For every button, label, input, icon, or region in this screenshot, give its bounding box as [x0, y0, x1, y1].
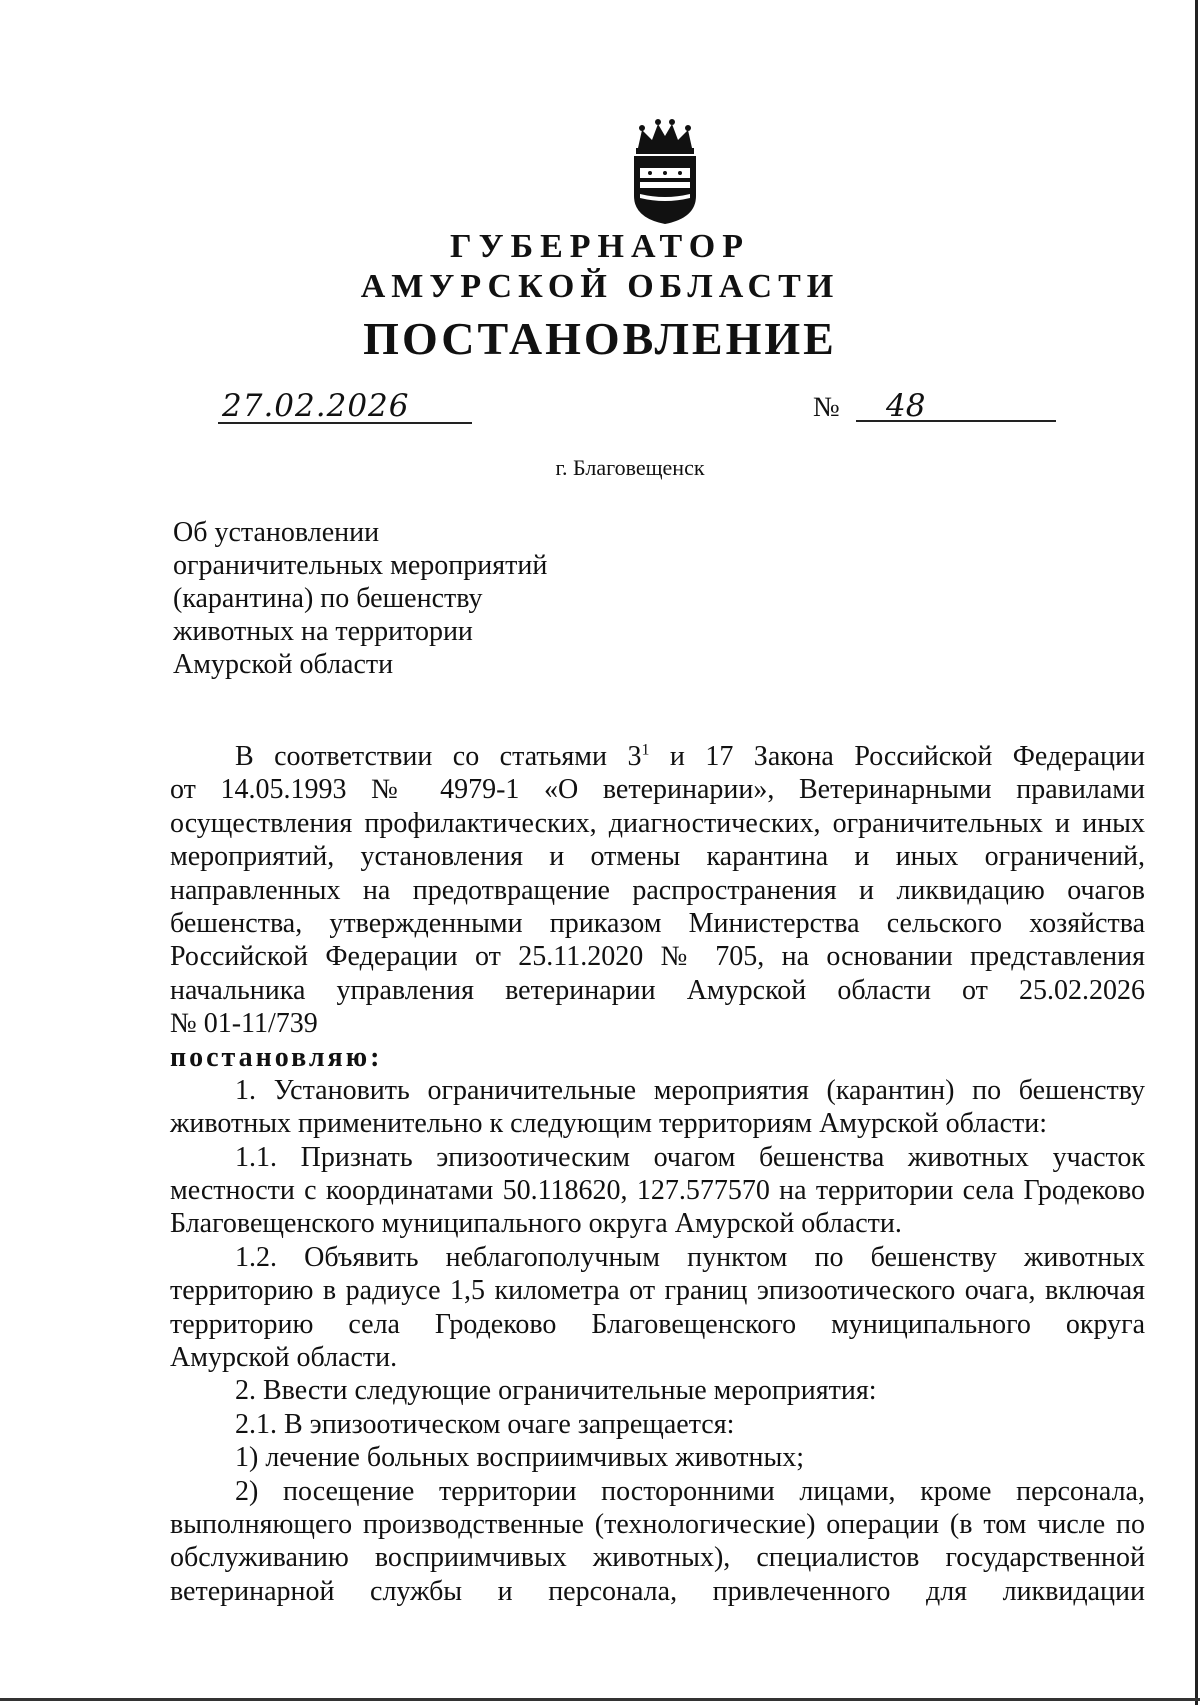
body-line: выполняющего производственные (технологические) операции (в том числе по [170, 1508, 1145, 1540]
body-line: Благовещенского муниципального округа Амурской области. [170, 1208, 902, 1240]
body-line: 1.1. Признать эпизоотическим очагом бешенства животных участок [235, 1141, 1145, 1173]
body-line: территорию села Гродеково Благовещенского муниципального округа [170, 1308, 1145, 1340]
superscript: 1 [641, 741, 650, 759]
document-number: 48 [856, 388, 1056, 422]
body-text: В соответствии со статьями 3 [235, 741, 642, 772]
body-line: 2) посещение территории посторонними лицами, кроме персонала, [235, 1475, 1145, 1507]
body-line: № 01-11/739 [170, 1008, 318, 1040]
body-line: 2.1. В эпизоотическом очаге запрещается: [235, 1408, 735, 1440]
body-line: ветеринарной службы и персонала, привлеченного для ликвидации [170, 1575, 1145, 1607]
body-line: мероприятий, установления и отмены карантина и иных ограничений, [170, 841, 1145, 873]
body-line: от 14.05.1993 № 4979-1 «О ветеринарии», Ветеринарными правилами [170, 774, 1145, 806]
coat-of-arms-icon [620, 118, 710, 226]
document-body [170, 740, 1145, 1608]
body-line: бешенства, утвержденными приказом Министерства сельского хозяйства [170, 907, 1145, 939]
document-type-title: ПОСТАНОВЛЕНИЕ [363, 313, 837, 364]
document-date: 27.02.2026 [218, 388, 472, 424]
body-line: направленных на предотвращение распространения и ликвидацию очагов [170, 874, 1145, 906]
body-line [170, 740, 1145, 773]
subject-line: ограничительных мероприятий [173, 550, 548, 581]
body-line: 1) лечение больных восприимчивых животных; [235, 1442, 805, 1474]
body-line: 1. Установить ограничительные мероприятия (карантин) по бешенству [235, 1074, 1145, 1106]
subject-line: Об установлении [173, 517, 380, 548]
body-line: 2. Ввести следующие ограничительные мероприятия: [235, 1375, 877, 1407]
document-subject [173, 516, 547, 681]
subject-line: животных на территории [173, 616, 473, 647]
subject-line: (карантина) по бешенству [173, 583, 483, 614]
number-sign: № [813, 392, 840, 423]
subject-line: Амурской области [173, 649, 394, 680]
body-line: территорию в радиусе 1,5 километра от границ эпизоотического очага, включая [170, 1275, 1145, 1307]
decree-word: постановляю: [170, 1041, 383, 1073]
body-line: животных применительно к следующим территориям Амурской области: [170, 1108, 1047, 1140]
body-line: обслуживанию восприимчивых животных), специалистов государственной [170, 1542, 1145, 1574]
scan-bottom-line [0, 1698, 1200, 1701]
body-line: местности с координатами 50.118620, 127.577570 на территории села Гродеково [170, 1175, 1145, 1207]
body-line: Российской Федерации от 25.11.2020 № 705, на основании представления [170, 941, 1145, 973]
body-line: Амурской области. [170, 1342, 398, 1374]
body-line: начальника управления ветеринарии Амурской области от 25.02.2026 [170, 974, 1145, 1006]
header-line-2: АМУРСКОЙ ОБЛАСТИ [360, 268, 840, 305]
body-line: 1.2. Объявить неблагополучным пунктом по бешенству животных [235, 1241, 1145, 1273]
header-line-1: ГУБЕРНАТОР [450, 228, 750, 265]
body-text: и 17 Закона Российской Федерации [649, 741, 1145, 772]
city-label: г. Благовещенск [555, 455, 705, 480]
body-line: осуществления профилактических, диагностических, ограничительных и иных [170, 807, 1145, 839]
